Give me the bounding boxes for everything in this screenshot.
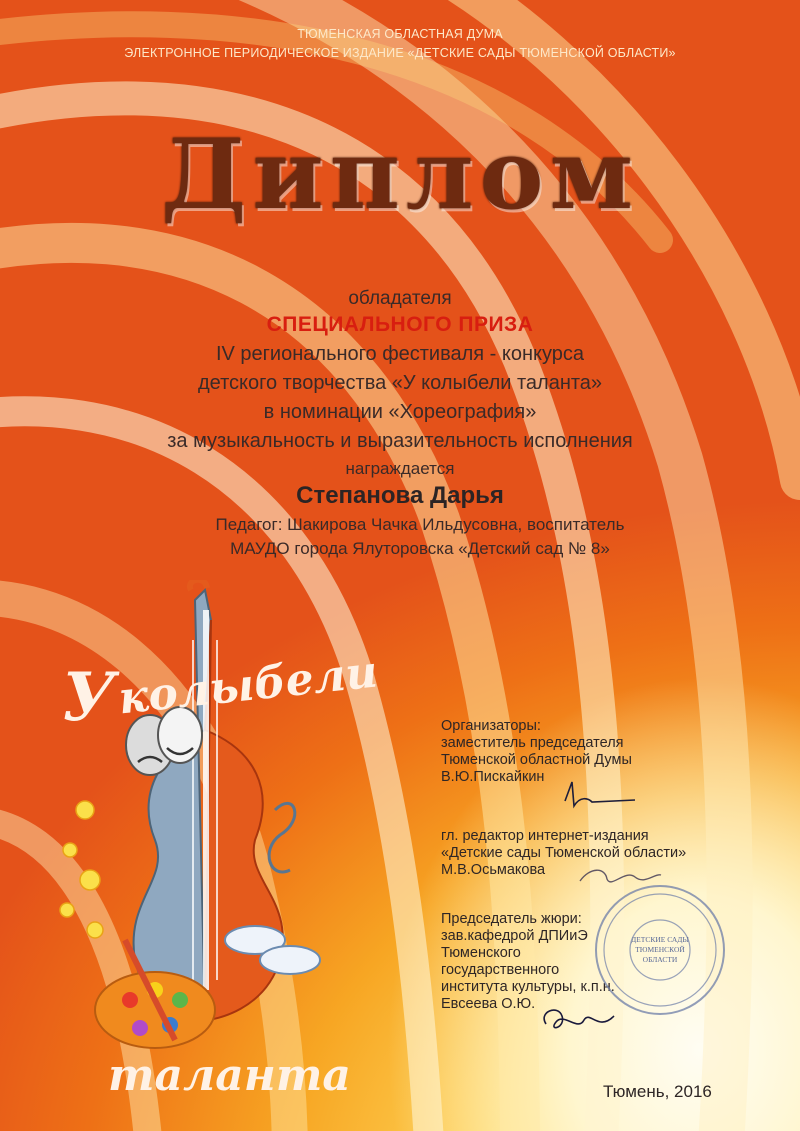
winner-name: Степанова Дарья [296,482,504,509]
nomination: в номинации «Хореография» [263,401,537,423]
teacher-line: Педагог: Шакирова Чачка Ильдусовна, воспитатель [215,515,625,534]
jury-title-2: Тюменского [441,945,521,961]
org2-title-2: «Детские сады Тюменской области» [441,845,687,861]
logo-word-kolybeli: колыбели [116,646,381,725]
org1-title-1: заместитель председателя [441,735,624,751]
award-type: СПЕЦИАЛЬНОГО ПРИЗА [266,313,534,336]
diploma-title: Диплом [161,118,639,231]
winner-wrap [0,482,800,510]
reason: за музыкальность и выразительность исполнения [167,430,633,452]
jury-heading: Председатель жюри: [441,911,582,927]
festival-line-1: IV регионального фестиваля - конкурса [215,343,585,365]
festival-line-2: детского творчества «У колыбели таланта» [197,372,603,394]
stamp-text-3: ОБЛАСТИ [642,955,678,964]
org1-title-2: Тюменской областной Думы [441,752,632,768]
holder-text: обладателя [348,288,452,309]
official-stamp [590,880,730,1020]
logo-letter-u: У [62,658,116,736]
jury-title-4: института культуры, к.п.н. [441,979,615,995]
stamp-text-2: ТЮМЕНСКОЙ [635,945,685,954]
stamp-text-1: ДЕТСКИЕ САДЫ [631,935,689,944]
award-type-wrap [0,313,800,337]
jury-block [441,911,615,1013]
jury-name: Евсеева О.Ю. [441,996,536,1012]
org2-title-1: гл. редактор интернет-издания [441,828,649,844]
city-year: Тюмень, 2016 [603,1082,712,1101]
org2-name: М.В.Осьмакова [441,862,546,878]
signature-piskaykin [560,776,640,816]
header-publication: ЭЛЕКТРОННОЕ ПЕРИОДИЧЕСКОЕ ИЗДАНИЕ «ДЕТСКИЕ САДЫ ТЮМЕНСКОЙ ОБЛАСТИ» [124,46,676,60]
organizers-heading: Организаторы: [441,718,541,734]
logo-word-talanta: таланта [108,1050,351,1101]
jury-title-3: государственного [441,962,560,978]
header-duma: ТЮМЕНСКАЯ ОБЛАСТНАЯ ДУМА [297,27,503,41]
org1-name: В.Ю.Пискайкин [441,769,545,785]
awarded-text: награждается [345,459,455,478]
jury-title-1: зав.кафедрой ДПИиЭ [441,928,588,944]
institution-line: МАУДО города Ялуторовска «Детский сад № 8» [230,539,610,558]
